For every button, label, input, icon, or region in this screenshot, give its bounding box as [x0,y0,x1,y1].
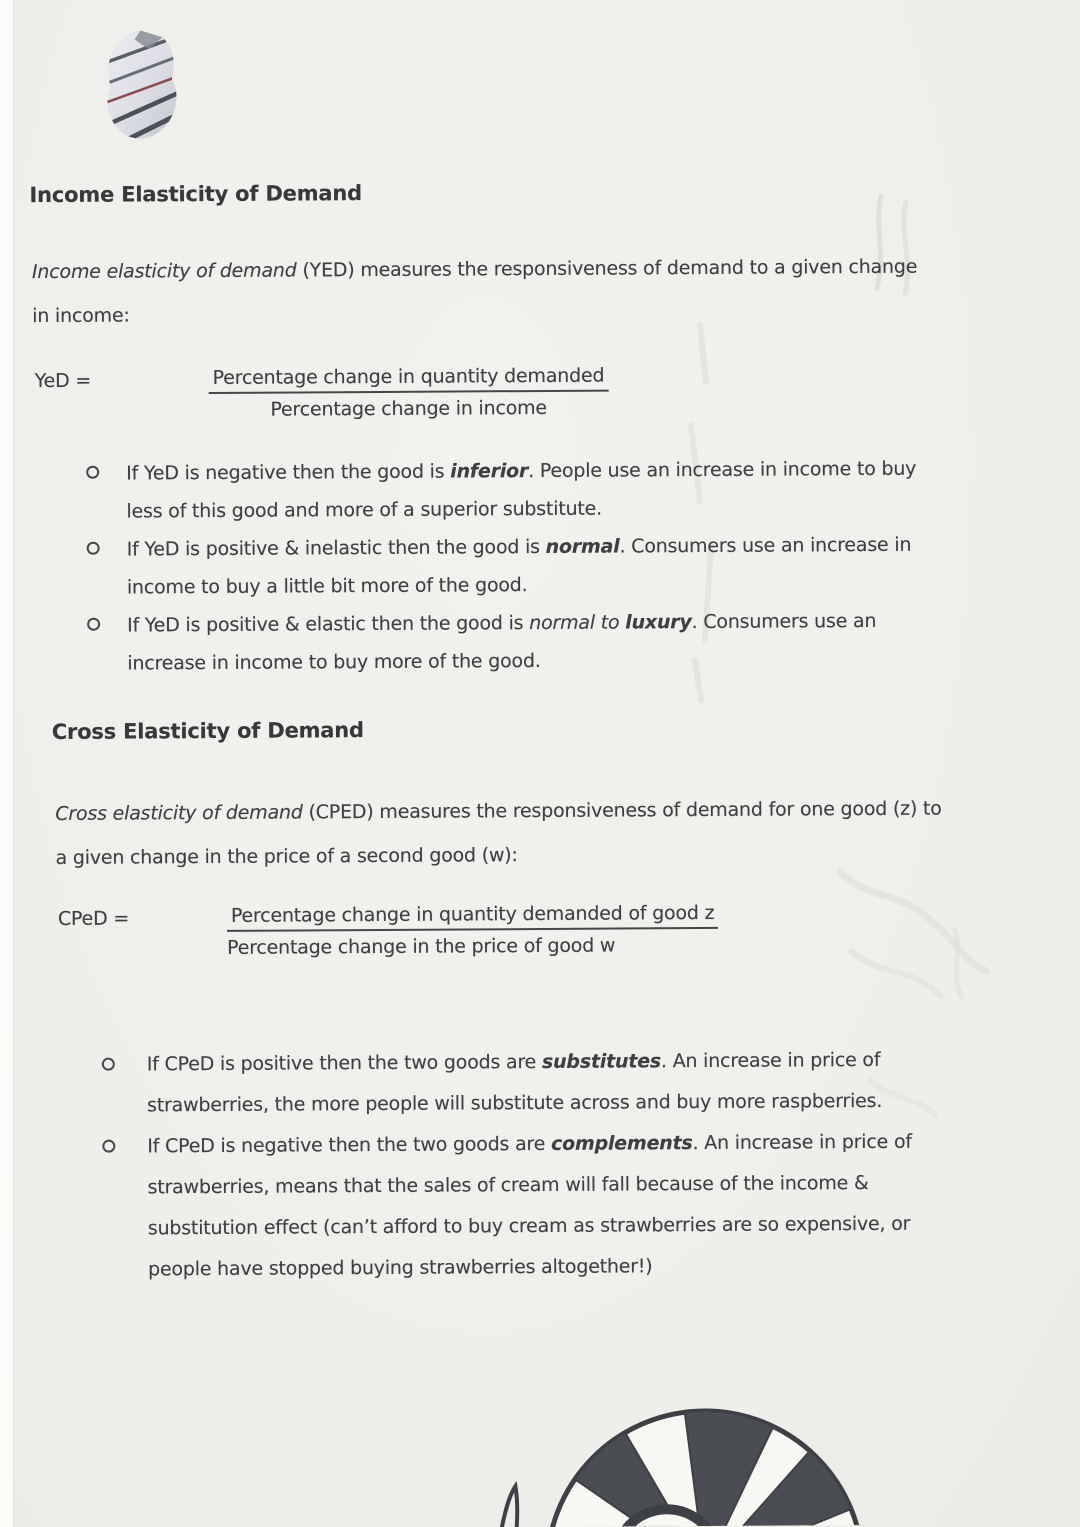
bullet-text: If YeD is positive & elastic then the good is [127,612,530,637]
bullet-text: . Consumers use an increase in [619,533,912,558]
list-item [2,1121,1080,1292]
section-heading-cross-elasticity: Cross Elasticity of Demand [51,718,364,744]
list-item [0,525,1079,608]
bullet-text: . Consumers use an [691,609,877,634]
bullet-marker-icon [87,542,100,555]
bullet-marker-icon [87,618,100,631]
bullet-text: . An increase in price of [692,1130,912,1155]
bullet-italic: normal to [529,611,626,635]
grass-stroke-sketch [501,1486,517,1527]
bullet-line [126,449,1078,493]
bullet-line: less of this good and more of a superior substitute. [126,497,603,523]
formula-fraction [227,902,719,959]
formula-label: CPeD = [57,907,130,930]
bullet-line: substitution effect (can’t afford to buy cream as strawberries are so expensive, or [147,1212,911,1240]
formula-numerator: Percentage change in quantity demanded of good z [227,902,719,932]
bullet-text: If CPeD is positive then the two goods are [146,1050,543,1076]
formula-label: YeD = [34,369,92,393]
italic-term: Cross elasticity of demand [55,801,303,825]
formula-denominator: Percentage change in the price of good w [227,934,616,959]
list-item [0,449,1079,532]
paper-scrap-logo-icon [100,27,189,146]
bullet-marker-icon [86,466,99,479]
bullet-text: If YeD is positive & inelastic then the good is [126,535,546,561]
paragraph-text: (YED) measures the responsiveness of demand to a given change [296,255,918,282]
section-heading-income-elasticity: Income Elasticity of Demand [29,181,362,208]
paragraph-line [55,787,942,836]
bullet-line: strawberries, the more people will substitute across and buy more raspberries. [147,1089,883,1117]
bullet-line [127,525,1079,569]
list-item [0,601,1079,684]
paragraph-line: a given change in the price of a second good (w): [55,844,518,869]
italic-term: Income elasticity of demand [31,259,297,284]
beach-ball-sketch [434,1378,895,1527]
list-item [2,1039,1080,1128]
formula-numerator: Percentage change in quantity demanded [209,365,609,394]
bullet-emphasis: inferior [450,460,529,483]
bullet-line: people have stopped buying strawberries altogether!) [148,1255,653,1281]
bullet-text: If CPeD is negative then the two goods are [147,1132,552,1158]
bullet-line [147,1039,1080,1086]
bullet-line [127,601,1079,645]
bullet-emphasis: complements [550,1132,693,1155]
cped-formula [1,900,1080,977]
paragraph-text: (CPED) measures the responsiveness of demand for one good (z) to [302,797,942,824]
formula-fraction [209,365,609,421]
formula-denominator: Percentage change in income [270,396,547,421]
bullet-text: . People use an increase in income to buy [528,457,917,483]
bullet-text: If YeD is negative then the good is [126,460,451,485]
intro-paragraph-cped [55,787,942,880]
bullet-marker-icon [102,1058,115,1071]
bullet-emphasis: normal [545,535,620,558]
cped-bullet-list [2,1039,1080,1292]
bullet-line [147,1121,1080,1168]
yed-formula [0,362,1078,439]
bullet-emphasis: luxury [625,611,692,634]
bullet-line: strawberries, means that the sales of cream will fall because of the income & [147,1172,869,1199]
intro-paragraph-yed [32,245,918,338]
bullet-emphasis: substitutes [541,1050,662,1073]
paragraph-line: in income: [32,304,130,328]
yed-bullet-list [0,449,1079,684]
bullet-marker-icon [102,1140,115,1153]
bullet-line: income to buy a little bit more of the good. [126,574,528,599]
bullet-line: increase in income to buy more of the good. [127,649,541,675]
bullet-text: . An increase in price of [660,1048,881,1073]
paragraph-line [32,245,918,294]
